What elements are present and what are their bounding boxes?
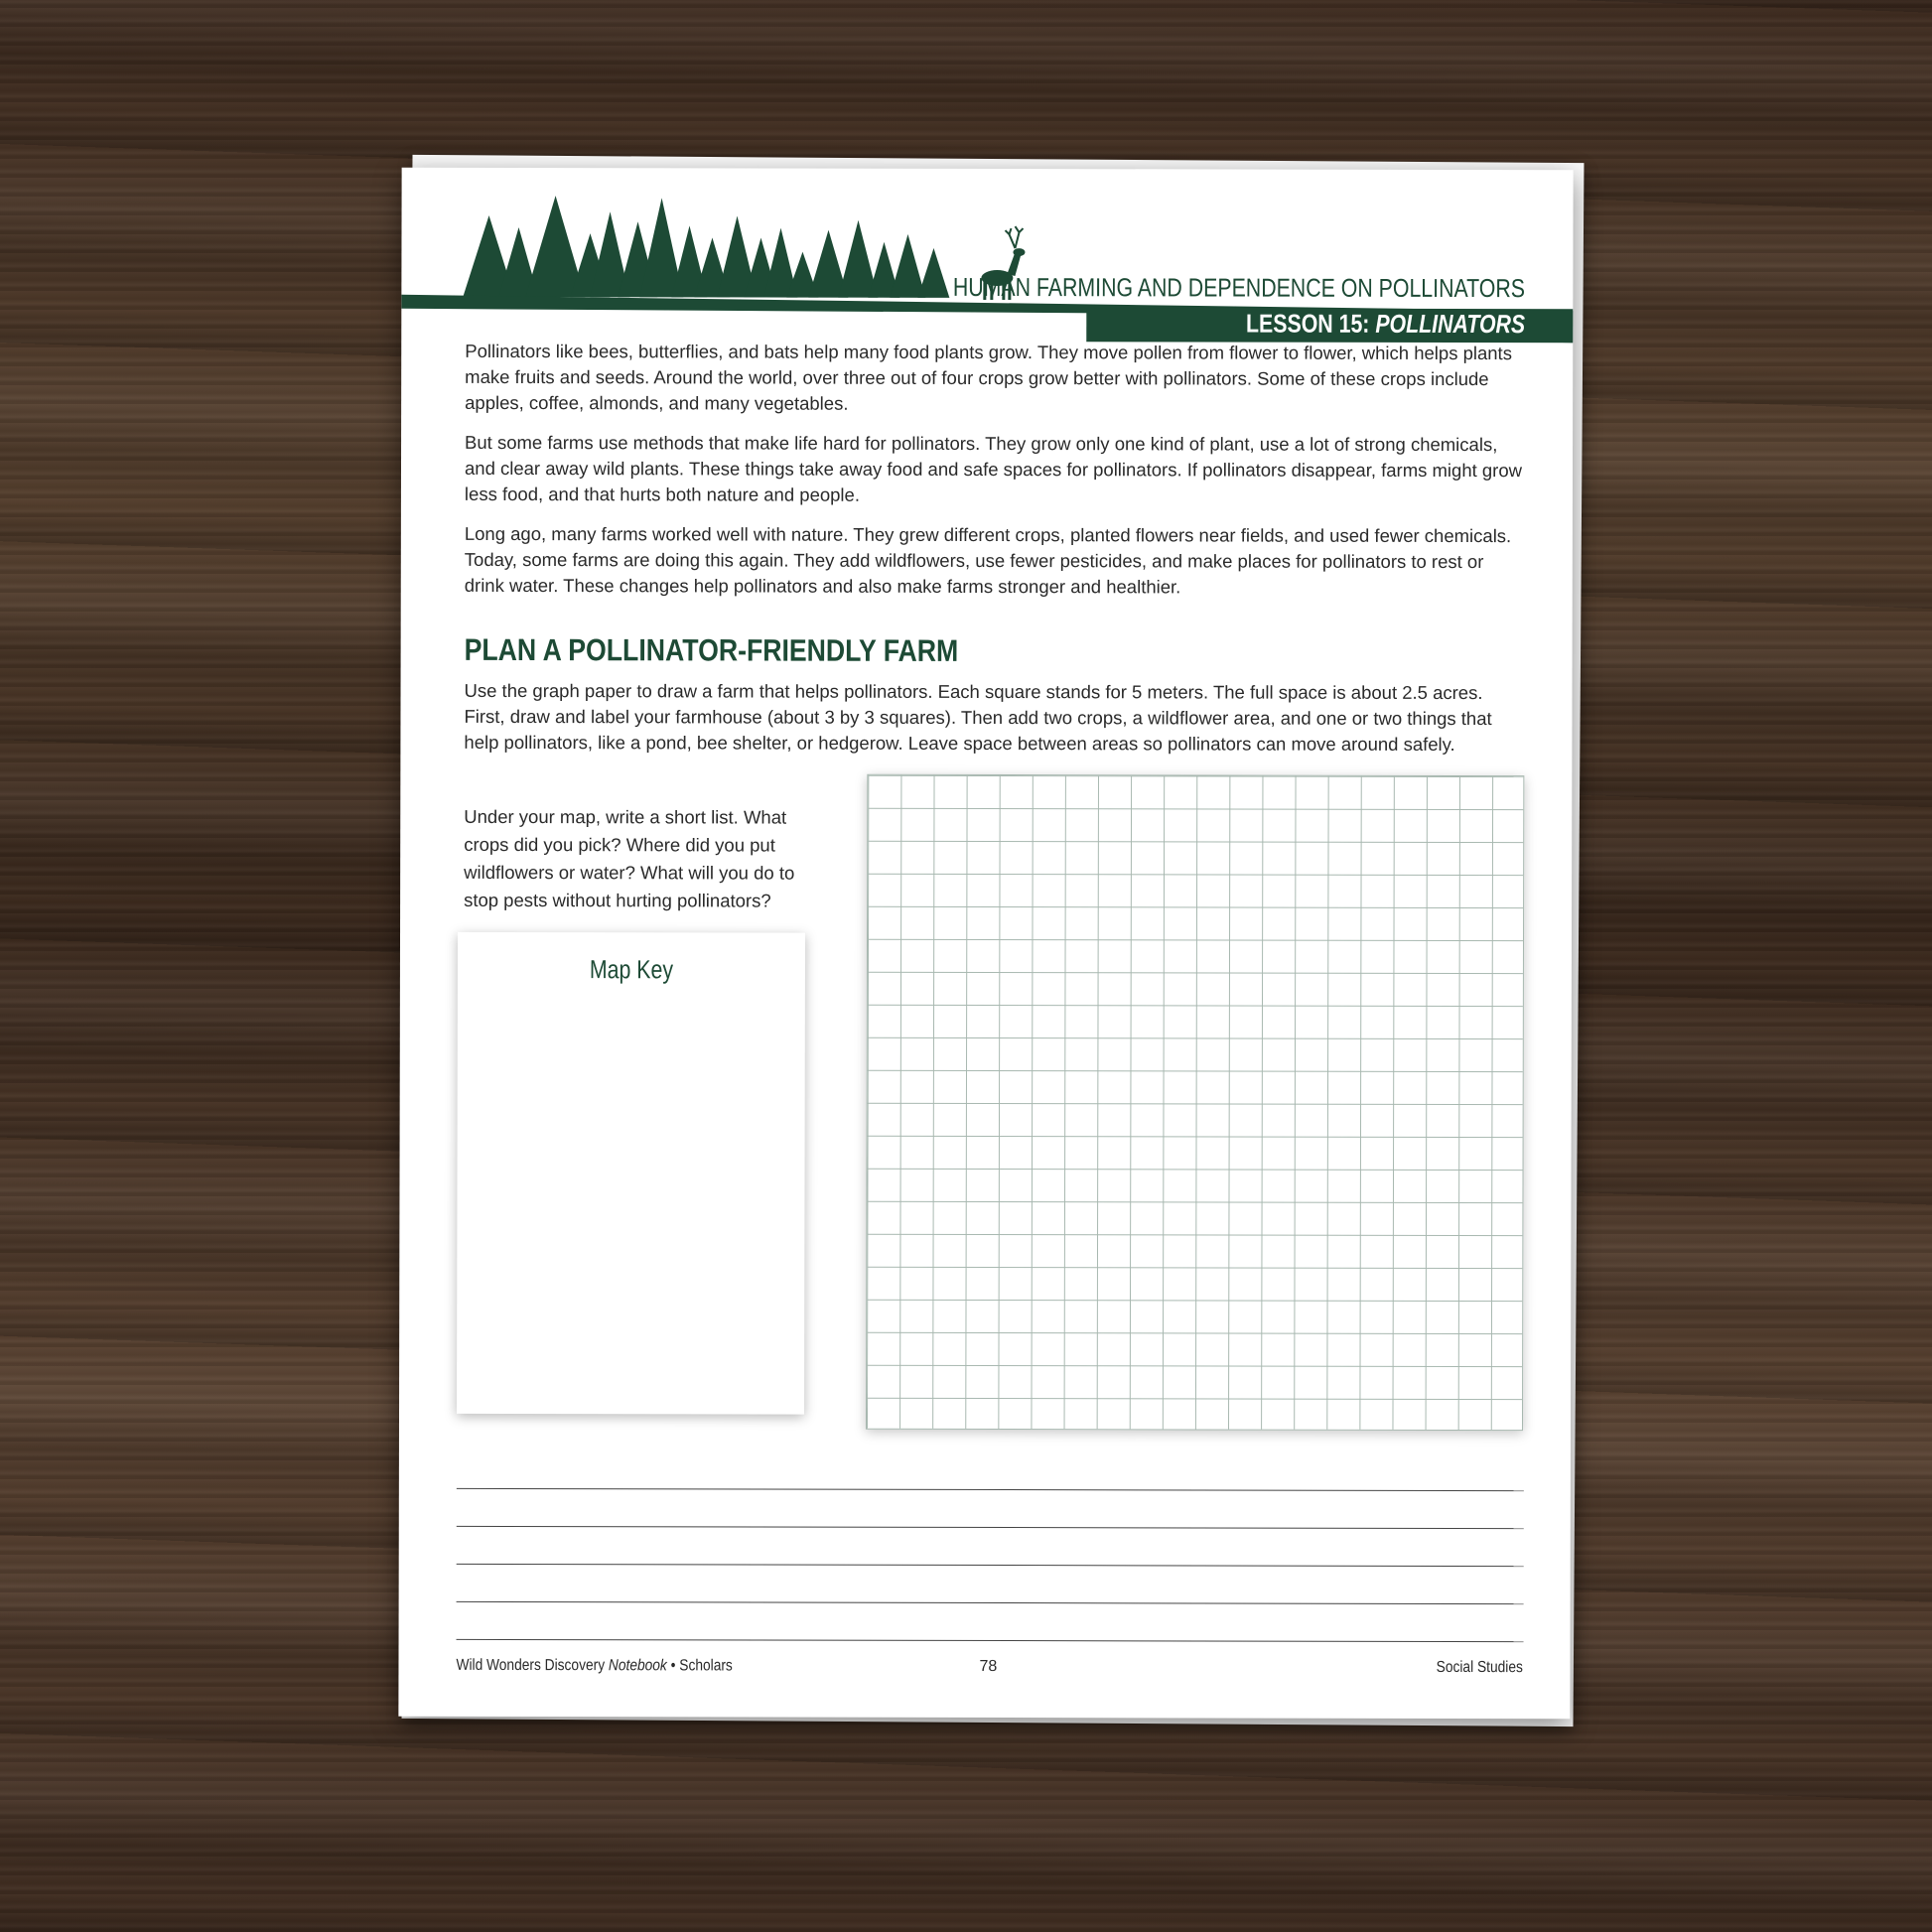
worksheet-page xyxy=(398,168,1573,1719)
writing-line[interactable] xyxy=(457,1564,1524,1567)
lesson-label xyxy=(1246,309,1525,341)
page-header-title: HUMAN FARMING AND DEPENDENCE ON POLLINATORS xyxy=(953,271,1526,304)
footer-book-prefix: Wild Wonders Discovery xyxy=(456,1656,609,1675)
lesson-name: POLLINATORS xyxy=(1375,308,1526,340)
footer-book-italic: Notebook xyxy=(608,1657,667,1675)
activity-instructions: Use the graph paper to draw a farm that helps pollinators. Each square stands for 5 meters. The full space is about 2.5 acres. First, draw and label your farmhouse (about 3 by 3 squares). Then add two crops, a wildflower area, and one or two things that help pollinators, like a pond, bee shelter, or hedgerow. Leave space between areas so pollinators can move around safely. xyxy=(464,679,1492,755)
intro-paragraph-3: Long ago, many farms worked well with nature. They grew different crops, planted flowers near fields, and used fewer chemicals. Today, some farms are doing this again. They add wildflowers, use fewer pesticides, and make places for pollinators to rest or drink water. These changes help pollinators and also make farms stronger and healthier. xyxy=(464,522,1512,598)
activity-title: PLAN A POLLINATOR-FRIENDLY FARM xyxy=(464,631,959,668)
lesson-prefix: LESSON 15: xyxy=(1246,308,1376,339)
intro-text xyxy=(465,339,1528,615)
writing-line[interactable] xyxy=(457,1639,1524,1642)
writing-line[interactable] xyxy=(457,1488,1524,1491)
intro-paragraph-1: Pollinators like bees, butterflies, and bats help many food plants grow. They move pollen from flower to flower, which helps plants make fruits and seeds. Around the world, over three out of four crops grow better with pollinators. Some of these crops include apples, coffee, almonds, and many vegetables. xyxy=(465,340,1512,414)
footer-subject: Social Studies xyxy=(1436,1658,1523,1677)
writing-line[interactable] xyxy=(457,1526,1524,1529)
intro-paragraph-2: But some farms use methods that make life hard for pollinators. They grow only one kind of plant, use a lot of strong chemicals, and clear away wild plants. These things take away food and safe spaces for pollinators. If pollinators disappear, farms might grow less food, and that hurts both nature and people. xyxy=(464,431,1523,505)
writing-line[interactable] xyxy=(457,1601,1524,1604)
page-number: 78 xyxy=(979,1657,998,1676)
map-key-box[interactable] xyxy=(457,932,805,1415)
graph-paper-grid[interactable] xyxy=(866,774,1524,1431)
map-key-title: Map Key xyxy=(589,954,674,985)
footer-book-suffix: • Scholars xyxy=(666,1657,733,1675)
list-prompt: Under your map, write a short list. What crops did you pick? Where did you put wildflowers or water? What will you do to stop pests without hurting pollinators? xyxy=(464,805,795,911)
pine-trees-icon xyxy=(463,196,949,298)
footer-book-title xyxy=(456,1657,732,1676)
